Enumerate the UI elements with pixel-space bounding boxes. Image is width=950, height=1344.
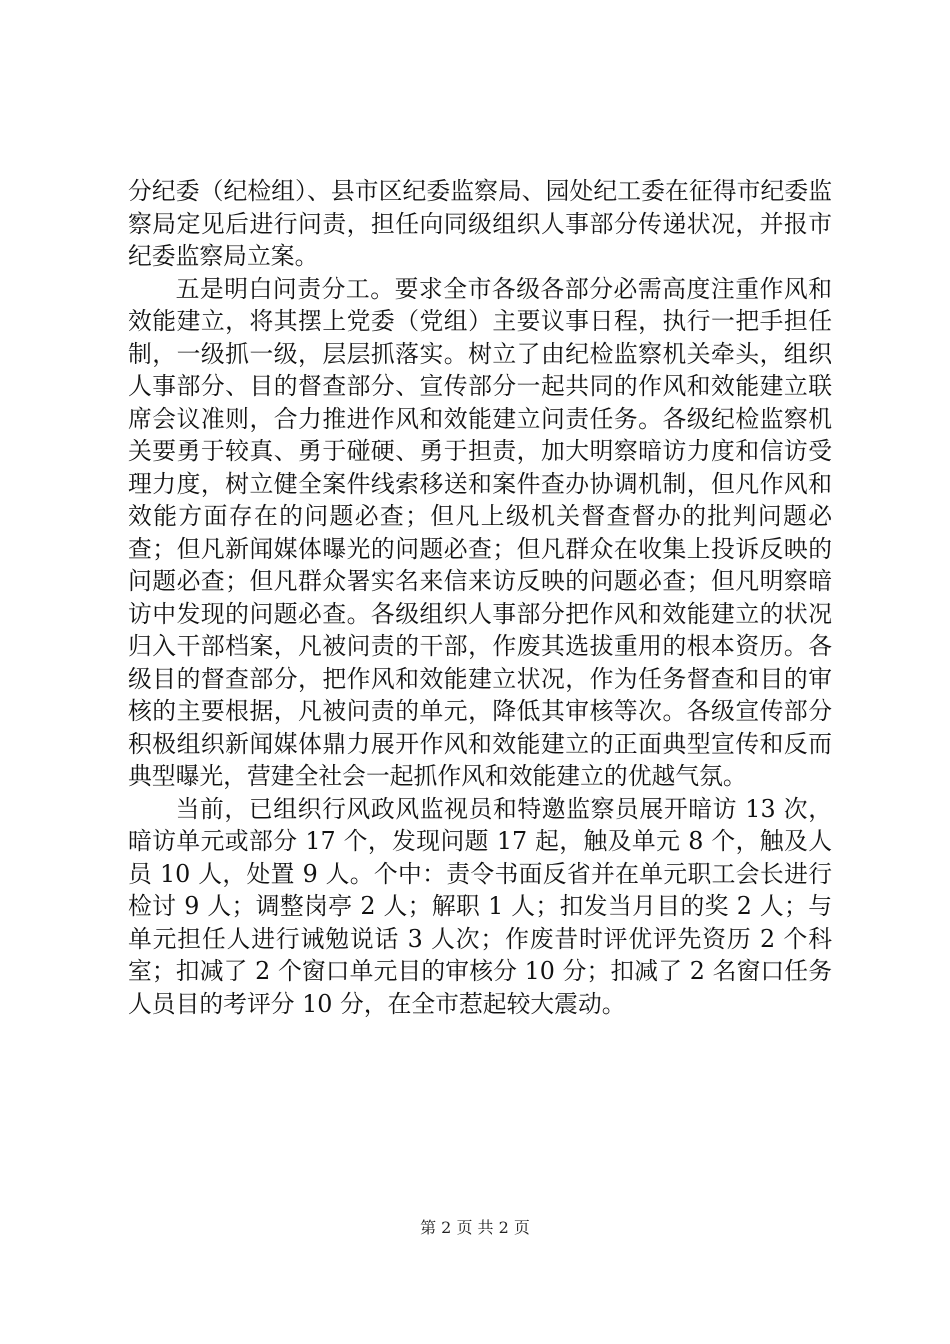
paragraph-2: 五是明白问责分工。要求全市各级各部分必需高度注重作风和效能建立，将其摆上党委（党组）主要议事日程，执行一把手担任制，一级抓一级，层层抓落实。树立了由纪检监察机关牵头，组织人事部分、目的督查部分、宣传部分一起共同的作风和效能建立联席会议准则，合力推进作风和效能建立问责任务。各级纪检监察机关要勇于较真、勇于碰硬、勇于担责，加大明察暗访力度和信访受理力度，树立健全案件线索移送和案件查办协调机制，但凡作风和效能方面存在的问题必查；但凡上级机关督查督办的批判问题必查；但凡新闻媒体曝光的问题必查；但凡群众在收集上投诉反映的问题必查；但凡群众署实名来信来访反映的问题必查；但凡明察暗访中发现的问题必查。各级组织人事部分把作风和效能建立的状况归入干部档案，凡被问责的干部，作废其选拔重用的根本资历。各级目的督查部分，把作风和效能建立状况，作为任务督查和目的审核的主要根据，凡被问责的单元，降低其审核等次。各级宣传部分积极组织新闻媒体鼎力展开作风和效能建立的正面典型宣传和反而典型曝光，营建全社会一起抓作风和效能建立的优越气氛。 [128,274,832,790]
document-body [128,175,832,1020]
paragraph-3: 当前，已组织行风政风监视员和特邀监察员展开暗访 13 次，暗访单元或部分 17 个，发现问题 17 起，触及单元 8 个，触及人员 10 人，处置 9 人。个中：责令书面反省并在单元职工会长进行检讨 9 人；调整岗亭 2 人；解职 1 人；扣发当月目的奖 2 人；与单元担任人进行诫勉说话 3 人次；作废昔时评优评先资历 2 个科室；扣减了 2 个窗口单元目的审核分 10 分；扣减了 2 名窗口任务人员目的考评分 10 分，在全市惹起较大震动。 [128,794,832,1018]
page-footer: 第 2 页 共 2 页 [420,1218,530,1237]
paragraph-1: 分纪委（纪检组）、县市区纪委监察局、园处纪工委在征得市纪委监察局定见后进行问责，担任向同级组织人事部分传递状况，并报市纪委监察局立案。 [128,177,832,270]
